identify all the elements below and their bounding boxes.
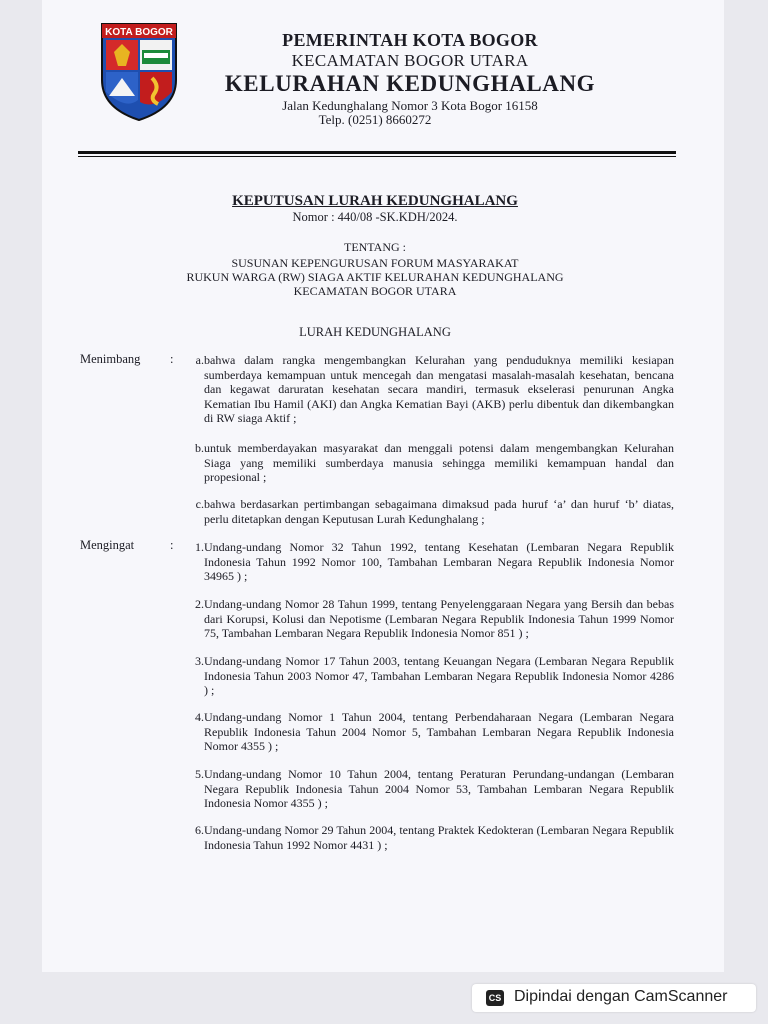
item-marker: c.: [195, 497, 204, 511]
item-text: Undang-undang Nomor 28 Tahun 1999, tentang Penyelenggaraan Negara yang Bersih dan bebas dari Korupsi, Kolusi dan Nepotisme (Lembaran Negara Republik Indonesia Tahun 1999 Nomor 75, Tambahan Lembaran Negara Republik Indonesia Nomor 851 ) ;: [204, 597, 674, 640]
item-marker: 2.: [195, 597, 204, 611]
letterhead-divider-thin: [78, 156, 676, 157]
item-marker: b.: [195, 441, 204, 455]
decree-about-label: TENTANG :: [343, 240, 407, 254]
office-phone: Telp. (0251) 8660272: [318, 112, 432, 127]
item-marker: a.: [195, 353, 204, 367]
camscanner-watermark: [472, 984, 756, 1012]
mengingat-item: [182, 540, 676, 584]
menimbang-item: [182, 353, 676, 426]
kota-bogor-coat-of-arms: [100, 22, 178, 122]
item-marker: 3.: [195, 654, 204, 668]
mengingat-item: [182, 710, 676, 754]
menimbang-item: [182, 497, 676, 526]
item-text: Undang-undang Nomor 1 Tahun 2004, tentang Perbendaharaan Negara (Lembaran Negara Republik Indonesia Tahun 2004 Nomor 5, Tambahan Lembaran Negara Republik Indonesia Nomor 4355 ) ;: [204, 710, 674, 753]
village-name: KELURAHAN KEDUNGHALANG: [224, 71, 596, 96]
decree-subject-line: SUSUNAN KEPENGURUSAN FORUM MASYARAKAT: [231, 256, 519, 270]
decree-issuer: LURAH KEDUNGHALANG: [299, 325, 451, 339]
decree-title: KEPUTUSAN LURAH KEDUNGHALANG: [232, 193, 518, 209]
item-text: Undang-undang Nomor 17 Tahun 2003, tentang Keuangan Negara (Lembaran Negara Republik Indonesia Tahun 2003 Nomor 47, Tambahan Lembaran Negara Republik Indonesia Nomor 4286 ) ;: [204, 654, 674, 697]
mengingat-item: [182, 823, 676, 852]
mengingat-item: [182, 654, 676, 698]
decree-subject-line: KECAMATAN BOGOR UTARA: [293, 284, 457, 298]
menimbang-label: Menimbang: [80, 352, 141, 366]
mengingat-label: Mengingat: [80, 538, 135, 552]
item-text: Undang-undang Nomor 10 Tahun 2004, tentang Peraturan Perundang-undangan (Lembaran Negara Republik Indonesia Tahun 2004 Nomor 53, Tambahan Lembaran Negara Republik Indonesia Nomor 4355 ) ;: [204, 767, 674, 810]
decree-number: Nomor : 440/08 -SK.KDH/2024.: [292, 210, 458, 224]
logo-text: KOTA BOGOR: [105, 27, 173, 38]
mengingat-item: [182, 767, 676, 811]
mengingat-item: [182, 597, 676, 641]
letterhead-divider: [78, 151, 676, 154]
item-marker: 4.: [195, 710, 204, 724]
camscanner-text: Dipindai dengan CamScanner: [514, 988, 728, 1005]
decree-subject-line: RUKUN WARGA (RW) SIAGA AKTIF KELURAHAN KEDUNGHALANG: [186, 270, 564, 284]
district-name: KECAMATAN BOGOR UTARA: [291, 51, 529, 70]
item-text: bahwa berdasarkan pertimbangan sebagaimana dimaksud pada huruf ‘a’ dan huruf ‘b’ diatas, perlu ditetapkan dengan Keputusan Lurah Kedunghalang ;: [204, 497, 674, 526]
mengingat-colon: :: [170, 538, 174, 552]
item-text: Undang-undang Nomor 32 Tahun 1992, tentang Kesehatan (Lembaran Negara Republik Indonesia Tahun 1992 Nomor 100, Tambahan Lembaran Negara Republik Indonesia Nomor 34965 ) ;: [204, 540, 674, 583]
item-marker: 1.: [195, 540, 204, 554]
item-marker: 6.: [195, 823, 204, 837]
menimbang-colon: :: [170, 352, 174, 366]
item-text: bahwa dalam rangka mengembangkan Kelurahan yang penduduknya memiliki kesiapan sumberdaya kemampuan untuk mencegah dan mengatasi masalah-masalah kesehatan, bencana dan kegawat daruratan kesehatan secara mandiri, termasuk ekselerasi penurunan Angka Kematian Ibu Hamil (AKI) dan Angka Kematian Bayi (AKB) perlu dibentuk dan dikembangkan di RW siaga Aktif ;: [204, 353, 674, 425]
item-text: Undang-undang Nomor 29 Tahun 2004, tentang Praktek Kedokteran (Lembaran Negara Republik Indonesia Tahun 1992 Nomor 4431 ) ;: [204, 823, 674, 852]
item-text: untuk memberdayakan masyarakat dan menggali potensi dalam mengembangkan Kelurahan Siaga yang memiliki sumberdaya manusia sehingga memiliki kemampuan handal dan propesional ;: [204, 441, 674, 484]
menimbang-item: [182, 441, 676, 485]
item-marker: 5.: [195, 767, 204, 781]
camscanner-icon: CS: [486, 990, 504, 1006]
government-name: PEMERINTAH KOTA BOGOR: [282, 30, 538, 50]
office-address: Jalan Kedunghalang Nomor 3 Kota Bogor 16158: [282, 98, 538, 113]
